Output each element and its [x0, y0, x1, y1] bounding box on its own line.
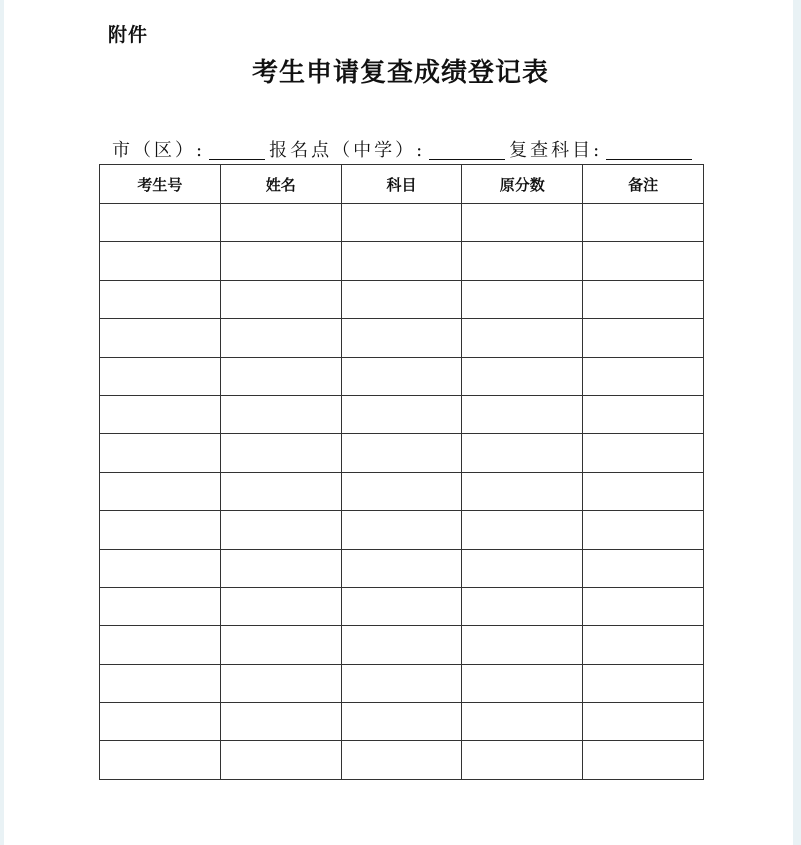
cell-name[interactable]: [220, 204, 341, 242]
cell-candidate-number[interactable]: [100, 511, 221, 549]
cell-name[interactable]: [220, 395, 341, 433]
cell-candidate-number[interactable]: [100, 741, 221, 779]
cell-original-score[interactable]: [462, 626, 583, 664]
cell-original-score[interactable]: [462, 242, 583, 280]
cell-original-score[interactable]: [462, 357, 583, 395]
cell-candidate-number[interactable]: [100, 242, 221, 280]
cell-candidate-number[interactable]: [100, 664, 221, 702]
cell-remarks[interactable]: [583, 472, 704, 510]
column-header-remarks: 备注: [583, 165, 704, 204]
cell-subject[interactable]: [341, 242, 462, 280]
table-row: [100, 242, 704, 280]
cell-remarks[interactable]: [583, 741, 704, 779]
cell-subject[interactable]: [341, 549, 462, 587]
cell-remarks[interactable]: [583, 280, 704, 318]
table-body: [100, 204, 704, 780]
table-row: [100, 511, 704, 549]
cell-original-score[interactable]: [462, 511, 583, 549]
table-row: [100, 626, 704, 664]
cell-subject[interactable]: [341, 319, 462, 357]
column-header-subject: 科目: [341, 165, 462, 204]
cell-original-score[interactable]: [462, 664, 583, 702]
cell-original-score[interactable]: [462, 434, 583, 472]
cell-original-score[interactable]: [462, 204, 583, 242]
cell-remarks[interactable]: [583, 703, 704, 741]
cell-original-score[interactable]: [462, 395, 583, 433]
cell-subject[interactable]: [341, 204, 462, 242]
table-row: [100, 434, 704, 472]
cell-name[interactable]: [220, 703, 341, 741]
table-row: [100, 319, 704, 357]
table-row: [100, 549, 704, 587]
cell-remarks[interactable]: [583, 357, 704, 395]
table-row: [100, 703, 704, 741]
cell-name[interactable]: [220, 664, 341, 702]
cell-name[interactable]: [220, 549, 341, 587]
cell-original-score[interactable]: [462, 549, 583, 587]
cell-subject[interactable]: [341, 472, 462, 510]
cell-name[interactable]: [220, 626, 341, 664]
cell-candidate-number[interactable]: [100, 587, 221, 625]
review-subject-blank[interactable]: [606, 139, 692, 160]
registration-table: [99, 164, 704, 780]
cell-remarks[interactable]: [583, 395, 704, 433]
form-fields-line: [112, 136, 696, 162]
cell-remarks[interactable]: [583, 511, 704, 549]
cell-subject[interactable]: [341, 664, 462, 702]
registration-site-blank[interactable]: [429, 139, 505, 160]
table-row: [100, 472, 704, 510]
cell-remarks[interactable]: [583, 626, 704, 664]
table-header-row: [100, 165, 704, 204]
cell-remarks[interactable]: [583, 242, 704, 280]
table-row: [100, 664, 704, 702]
cell-subject[interactable]: [341, 587, 462, 625]
column-header-name: 姓名: [220, 165, 341, 204]
cell-subject[interactable]: [341, 741, 462, 779]
cell-subject[interactable]: [341, 357, 462, 395]
cell-remarks[interactable]: [583, 204, 704, 242]
table-row: [100, 357, 704, 395]
column-header-candidate-number: 考生号: [100, 165, 221, 204]
cell-candidate-number[interactable]: [100, 549, 221, 587]
cell-subject[interactable]: [341, 511, 462, 549]
table-row: [100, 280, 704, 318]
cell-remarks[interactable]: [583, 319, 704, 357]
review-subject-label: 复查科目:: [509, 140, 603, 161]
cell-name[interactable]: [220, 242, 341, 280]
cell-name[interactable]: [220, 741, 341, 779]
cell-candidate-number[interactable]: [100, 357, 221, 395]
cell-subject[interactable]: [341, 626, 462, 664]
cell-candidate-number[interactable]: [100, 280, 221, 318]
table-row: [100, 204, 704, 242]
cell-candidate-number[interactable]: [100, 204, 221, 242]
cell-original-score[interactable]: [462, 280, 583, 318]
table-row: [100, 395, 704, 433]
cell-subject[interactable]: [341, 703, 462, 741]
cell-candidate-number[interactable]: [100, 626, 221, 664]
attachment-label: 附件: [108, 24, 149, 46]
cell-candidate-number[interactable]: [100, 472, 221, 510]
cell-candidate-number[interactable]: [100, 434, 221, 472]
cell-subject[interactable]: [341, 395, 462, 433]
cell-remarks[interactable]: [583, 664, 704, 702]
cell-original-score[interactable]: [462, 587, 583, 625]
cell-original-score[interactable]: [462, 472, 583, 510]
cell-name[interactable]: [220, 319, 341, 357]
cell-original-score[interactable]: [462, 319, 583, 357]
cell-name[interactable]: [220, 472, 341, 510]
cell-subject[interactable]: [341, 280, 462, 318]
cell-name[interactable]: [220, 434, 341, 472]
cell-remarks[interactable]: [583, 587, 704, 625]
cell-candidate-number[interactable]: [100, 395, 221, 433]
cell-candidate-number[interactable]: [100, 703, 221, 741]
city-district-label: 市（区）:: [112, 140, 206, 161]
cell-remarks[interactable]: [583, 549, 704, 587]
table-row: [100, 587, 704, 625]
cell-name[interactable]: [220, 587, 341, 625]
column-header-original-score: 原分数: [462, 165, 583, 204]
table-row: [100, 741, 704, 779]
registration-site-label: 报名点（中学）:: [269, 140, 426, 161]
form-title: 考生申请复查成绩登记表: [251, 58, 549, 88]
cell-name[interactable]: [220, 280, 341, 318]
city-district-blank[interactable]: [209, 139, 265, 160]
cell-candidate-number[interactable]: [100, 319, 221, 357]
cell-remarks[interactable]: [583, 434, 704, 472]
cell-name[interactable]: [220, 357, 341, 395]
cell-name[interactable]: [220, 511, 341, 549]
cell-original-score[interactable]: [462, 703, 583, 741]
cell-subject[interactable]: [341, 434, 462, 472]
cell-original-score[interactable]: [462, 741, 583, 779]
